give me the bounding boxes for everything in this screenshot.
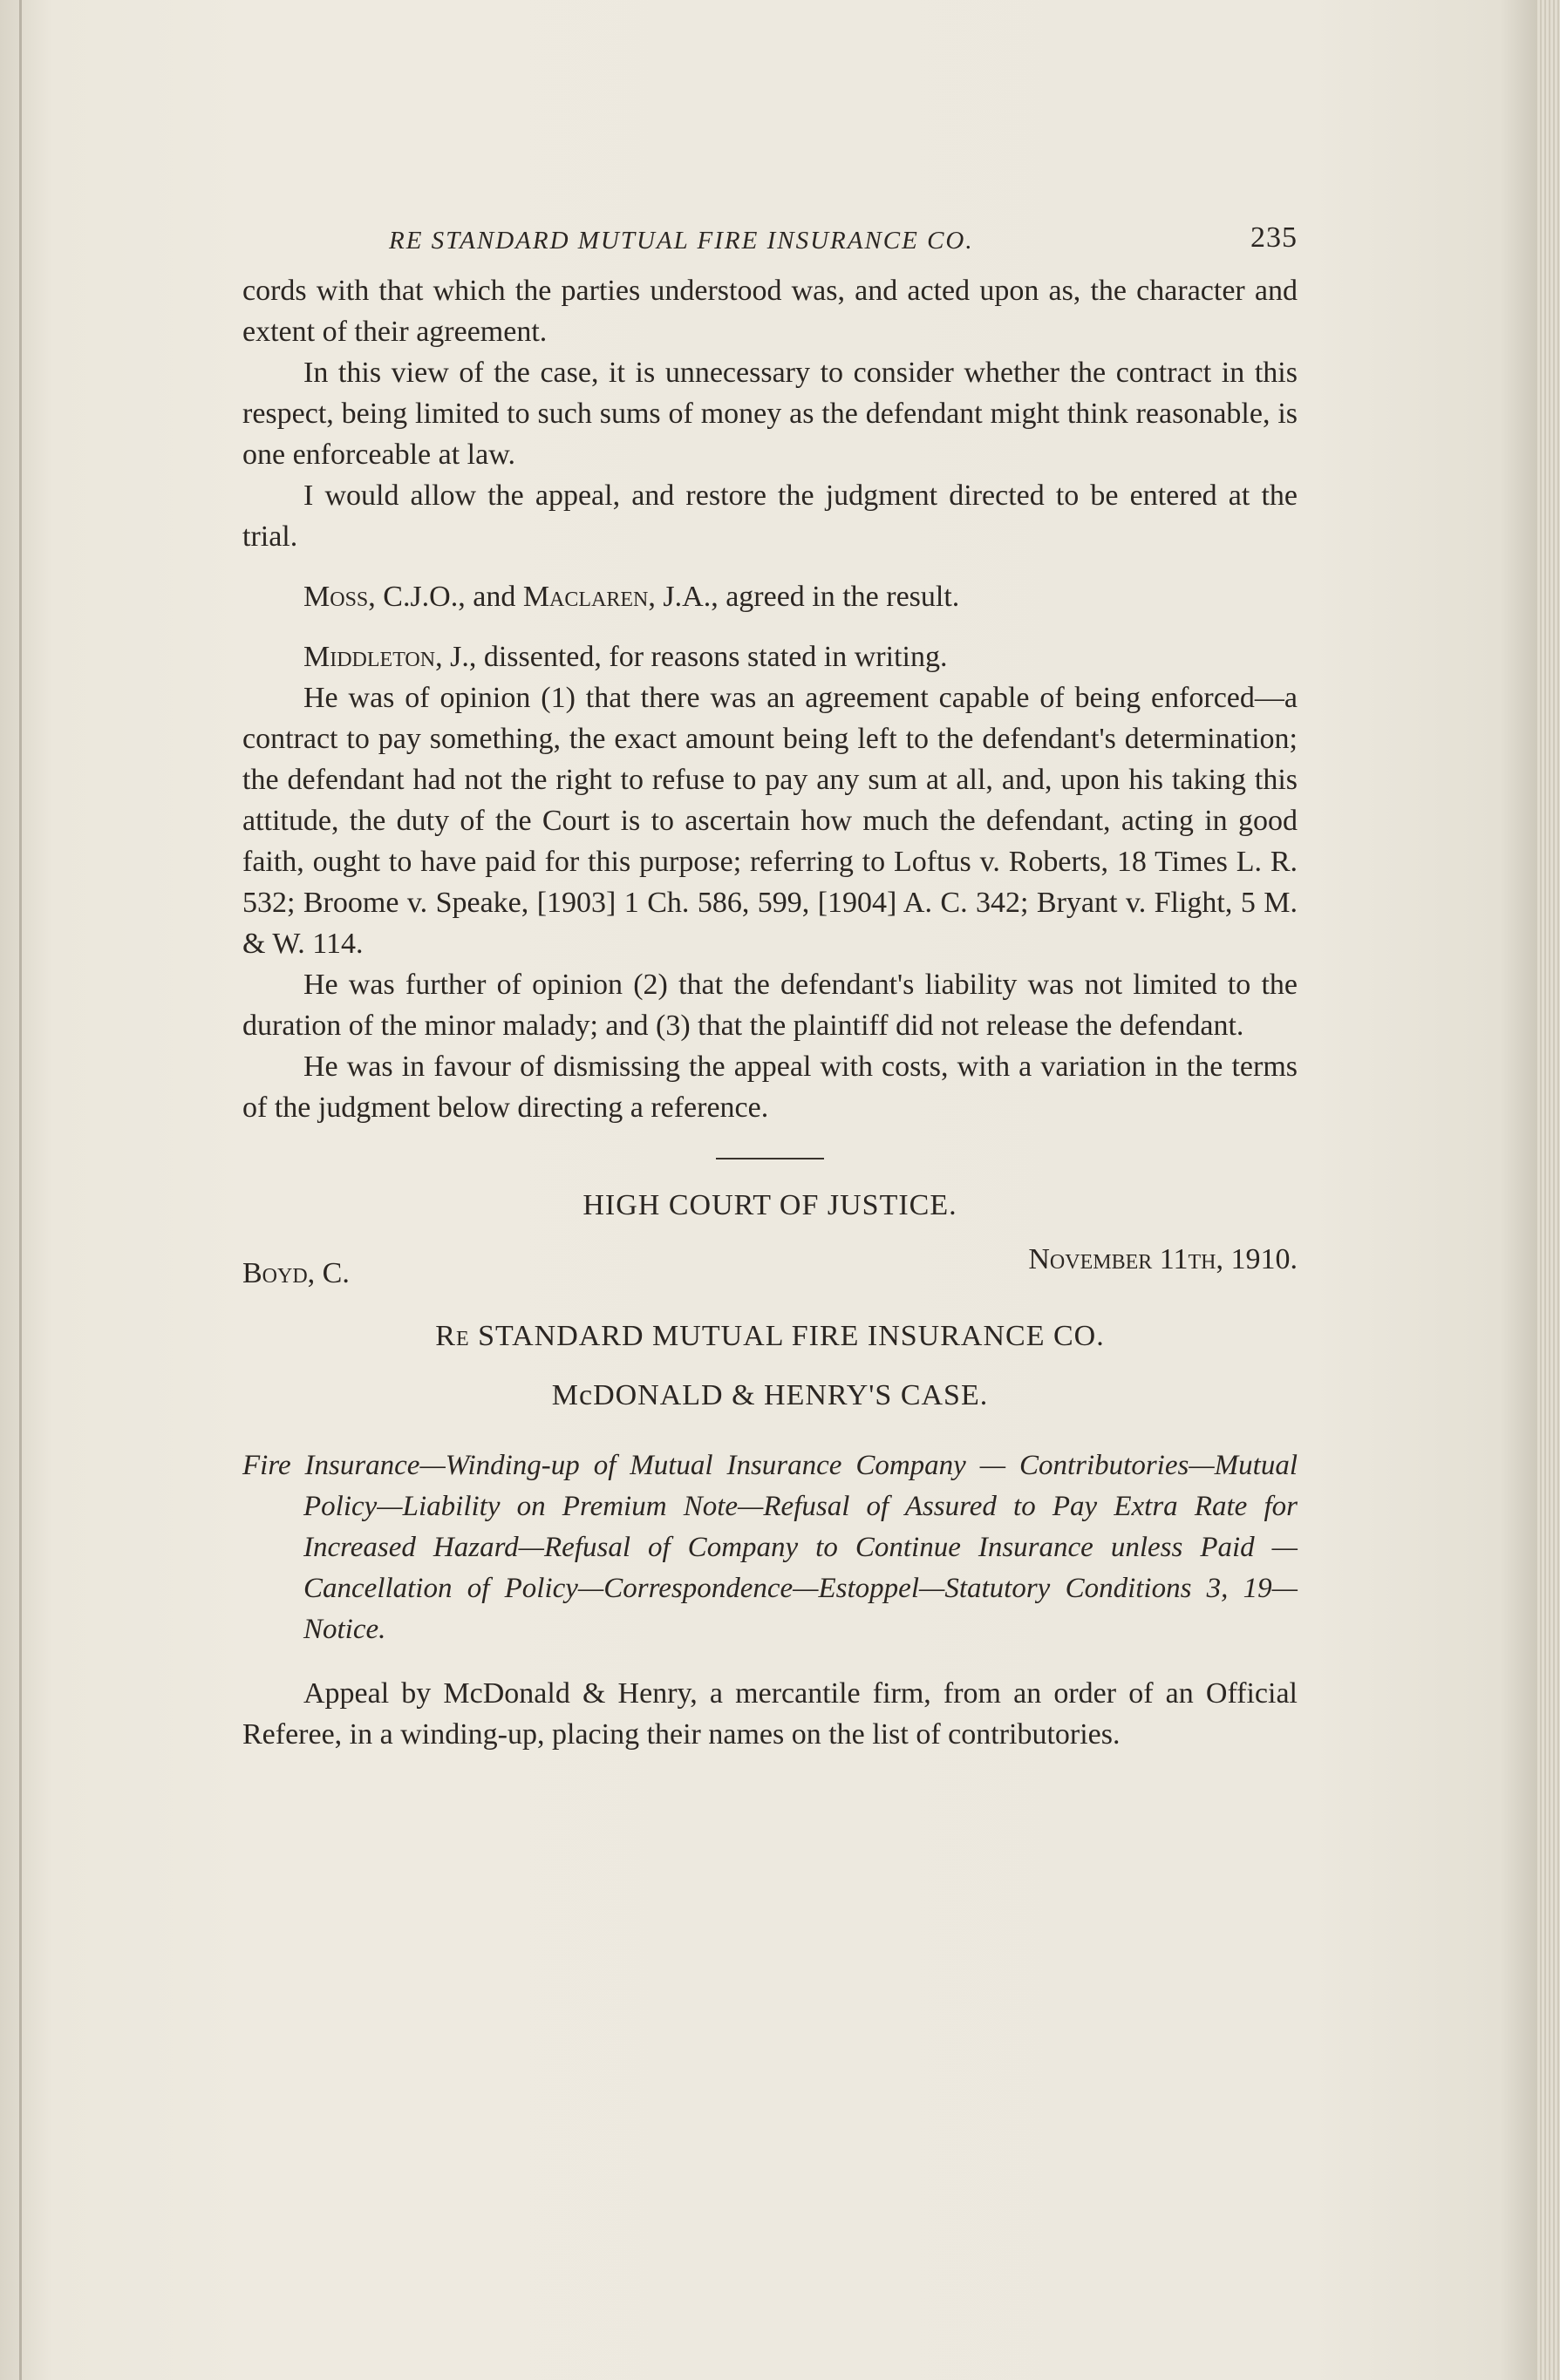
paragraph-continuation: cords with that which the parties understood was, and acted upon as, the character and extent of their agreement. [242, 275, 1298, 348]
page-content [242, 218, 1298, 1755]
case-title: Re STANDARD MUTUAL FIRE INSURANCE CO. [435, 1320, 1105, 1352]
running-head-title: RE STANDARD MUTUAL FIRE INSURANCE CO. [389, 227, 974, 255]
section-divider [716, 1158, 824, 1159]
paragraph-allow-appeal: I would allow the appeal, and restore the judgment directed to be entered at the trial. [242, 479, 1298, 553]
paragraph-dissent: Middleton, J., dissented, for reasons stated in writing. [303, 641, 948, 673]
paragraph-opinion-2: He was further of opinion (2) that the defendant's liability was not limited to the duration of the minor malady; and (3) that the plaintiff did not release the defendant. [242, 969, 1298, 1042]
binding-gutter [19, 0, 22, 2380]
case-prefix: Re [435, 1320, 470, 1352]
judge-name-maclaren: Maclaren [522, 581, 649, 613]
page-edges [1536, 0, 1560, 2380]
running-head [242, 218, 1298, 270]
judge-name: Boyd, C. [242, 1257, 350, 1289]
decision-date: November 11th, 1910. [1028, 1243, 1298, 1275]
paragraph-opinion-1: He was of opinion (1) that there was an agreement capable of being enforced—a contract to pay something, the exact amount being left to the defendant's determination; the defendant had not the right to refuse to pay any sum at all, and, upon his taking this attitude, the duty of the Court is to ascertain how much the defendant, acting in good faith, ought to have paid for this purpose; referring to Loftus v. Roberts, 18 Times L. R. 532; Broome v. Speake, [1903] 1 Ch. 586, 599, [1904] A. C. 342; Bryant v. Flight, 5 M. & W. 114. [242, 682, 1298, 960]
judge-name-middleton: Middleton [303, 641, 436, 673]
judge-name-moss: Moss [303, 581, 369, 613]
case-name: McDONALD & HENRY'S CASE. [551, 1379, 989, 1411]
headnote: Fire Insurance—Winding-up of Mutual Insurance Company — Contributories—Mutual Policy—Liability on Premium Note—Refusal of Assured to Pay Extra Rate for Increased Hazard—Refusal of Company to Continue Insurance unless Paid — Cancellation of Policy—Correspondence—Estoppel—Statutory Conditions 3, 19—Notice. [242, 1450, 1298, 1645]
paragraph-appeal: Appeal by McDonald & Henry, a mercantile firm, from an order of an Official Referee, in a winding-up, placing their names on the list of contributories. [242, 1677, 1298, 1751]
court-heading: HIGH COURT OF JUSTICE. [582, 1189, 957, 1221]
paragraph-opinion-3: He was in favour of dismissing the appeal with costs, with a variation in the terms of the judgment below directing a reference. [242, 1051, 1298, 1124]
page-number: 235 [1250, 221, 1298, 254]
paragraph-agreement: Moss, C.J.O., and Maclaren, J.A., agreed in the result. [303, 581, 960, 613]
paragraph-view-of-case: In this view of the case, it is unnecessary to consider whether the contract in this respect, being limited to such sums of money as the defendant might think reasonable, is one enforceable at law. [242, 357, 1298, 471]
judge-date-line [242, 1243, 1298, 1304]
